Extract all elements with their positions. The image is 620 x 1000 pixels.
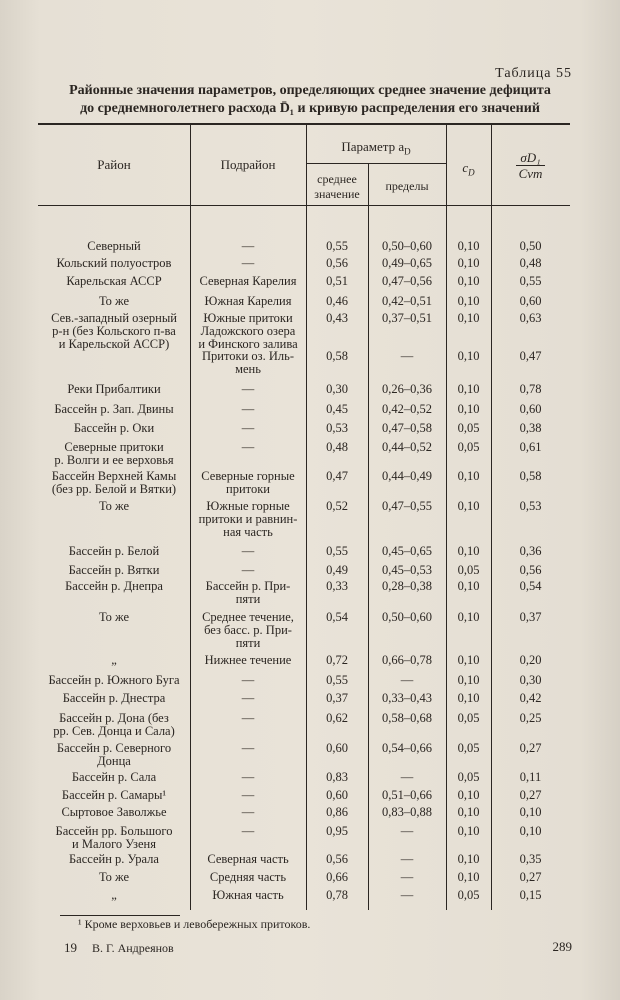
cell-cd: 0,10 <box>457 239 480 253</box>
cell-cd: 0,10 <box>457 274 480 288</box>
cell-rayon <box>38 806 190 819</box>
cell-line: Бассейн р. Днестра <box>62 691 166 705</box>
cell-cd: 0,05 <box>457 711 480 725</box>
cell-line: Кольский полуостров <box>56 256 172 270</box>
cell-podrayon <box>190 383 306 396</box>
cell-cd: 0,10 <box>457 852 480 866</box>
cell-ratio: 0,60 <box>519 294 542 308</box>
cell-line: Бассейн рр. Большого <box>55 824 173 838</box>
cell-ratio: 0,78 <box>519 382 542 396</box>
header-cd-sub: D <box>468 167 475 178</box>
cell-line: „ <box>111 888 117 902</box>
cell-line: Бассейн р. Дона (без <box>59 711 169 725</box>
cell-range: 0,47–0,55 <box>382 499 432 513</box>
cell-line: — <box>241 741 255 755</box>
cell-mean: 0,51 <box>326 274 348 288</box>
cell-mean: 0,55 <box>326 239 348 253</box>
cell-mean: 0,78 <box>326 888 348 902</box>
cell-line: Карельская АССР <box>66 274 162 288</box>
header-parameter <box>306 139 446 160</box>
cell-cd: 0,10 <box>457 805 480 819</box>
cell-mean: 0,54 <box>326 610 348 624</box>
cell-cd: 0,10 <box>457 870 480 884</box>
cell-podrayon <box>190 654 306 667</box>
cell-line: мень <box>235 362 261 376</box>
cell-line: и Карельской АССР) <box>58 337 170 351</box>
cell-mean: 0,62 <box>326 711 348 725</box>
cell-rayon <box>38 564 190 577</box>
cell-cd: 0,10 <box>457 691 480 705</box>
cell-line: — <box>241 770 255 784</box>
cell-rayon <box>38 712 190 738</box>
cell-podrayon <box>190 871 306 884</box>
cell-line: То же <box>98 499 130 513</box>
cell-ratio: 0,47 <box>519 349 542 363</box>
cell-line: (без рр. Белой и Вятки) <box>51 482 177 496</box>
cell-line: Бассейн р. Южного Буга <box>48 673 180 687</box>
cell-line: Притоки оз. Иль- <box>202 349 294 363</box>
cell-line: — <box>241 382 255 396</box>
cell-line: пяти <box>235 592 261 606</box>
caption-line-1: Районные значения параметров, определяющих среднее значение дефицита <box>69 83 551 98</box>
cell-range: 0,83–0,88 <box>382 805 432 819</box>
cell-ratio: 0,58 <box>519 469 542 483</box>
cell-cd: 0,10 <box>457 653 480 667</box>
cell-cd: 0,10 <box>457 294 480 308</box>
cell-ratio: 0,20 <box>519 653 542 667</box>
header-srednee <box>306 172 368 202</box>
cell-cd: 0,10 <box>457 610 480 624</box>
cell-ratio: 0,25 <box>519 711 542 725</box>
cell-line: Бассейн р. Зап. Двины <box>54 402 174 416</box>
cell-rayon <box>38 257 190 270</box>
cell-ratio: 0,10 <box>519 805 542 819</box>
cell-rayon <box>38 742 190 768</box>
cell-podrayon <box>190 500 306 539</box>
cell-ratio: 0,53 <box>519 499 542 513</box>
cell-rayon <box>38 692 190 705</box>
cell-podrayon <box>190 674 306 687</box>
footer-signature <box>64 940 174 956</box>
cell-range: 0,47–0,58 <box>382 421 432 435</box>
header-rayon: Район <box>97 157 131 172</box>
cell-mean: 0,55 <box>326 544 348 558</box>
cell-mean: 0,53 <box>326 421 348 435</box>
cell-line: притоки <box>226 482 270 496</box>
cell-range: 0,26–0,36 <box>382 382 432 396</box>
cell-line: Северная часть <box>207 852 289 866</box>
cell-ratio: 0,36 <box>519 544 542 558</box>
cell-line: Бассейн р. Днепра <box>65 579 163 593</box>
cell-mean: 0,46 <box>326 294 348 308</box>
cell-range: 0,42–0,52 <box>382 402 432 416</box>
cell-ratio: 0,54 <box>519 579 542 593</box>
cell-cd: 0,10 <box>457 311 480 325</box>
cell-range: 0,45–0,65 <box>382 544 432 558</box>
caption-line-2: до среднемноголетнего расхода D̄₁ и кривую распределения его значений <box>80 101 540 116</box>
cell-line: — <box>241 824 255 838</box>
footer-author: В. Г. Андреянов <box>92 941 174 955</box>
cell-rayon <box>38 545 190 558</box>
cell-rayon <box>38 295 190 308</box>
cell-rayon <box>38 889 190 902</box>
cell-range: 0,66–0,78 <box>382 653 432 667</box>
cell-line: „ <box>111 653 117 667</box>
cell-range: — <box>400 349 414 363</box>
cell-line: — <box>241 691 255 705</box>
cell-mean: 0,49 <box>326 563 348 577</box>
cell-line: р-н (без Кольского п-ва <box>52 324 176 338</box>
cell-podrayon <box>190 545 306 558</box>
cell-rayon <box>38 470 190 496</box>
cell-line: — <box>241 788 255 802</box>
cell-rayon <box>38 403 190 416</box>
cell-line: Южные притоки <box>203 311 293 325</box>
cell-podrayon <box>190 611 306 650</box>
cell-podrayon <box>190 403 306 416</box>
cell-line: Сыртовое Заволжье <box>61 805 167 819</box>
cell-mean: 0,60 <box>326 788 348 802</box>
cell-line: пяти <box>235 636 261 650</box>
cell-line: Среднее течение, <box>202 610 294 624</box>
page-number: 289 <box>552 939 572 954</box>
cell-line: — <box>241 711 255 725</box>
cell-line: Южная часть <box>212 888 284 902</box>
cell-cd: 0,10 <box>457 579 480 593</box>
cell-line: — <box>241 563 255 577</box>
cell-ratio: 0,10 <box>519 824 542 838</box>
cell-line: — <box>241 402 255 416</box>
cell-line: — <box>241 256 255 270</box>
cell-cd: 0,10 <box>457 349 480 363</box>
cell-podrayon <box>190 422 306 435</box>
cell-podrayon <box>190 789 306 802</box>
header-sigma-numerator: σD₁ <box>516 150 544 166</box>
cell-line: и Финского залива <box>198 337 298 351</box>
cell-ratio: 0,60 <box>519 402 542 416</box>
cell-mean: 0,30 <box>326 382 348 396</box>
header-cd-label: c <box>462 160 469 175</box>
cell-cd: 0,10 <box>457 544 480 558</box>
cell-cd: 0,05 <box>457 770 480 784</box>
cell-cd: 0,10 <box>457 402 480 416</box>
cell-line: — <box>241 673 255 687</box>
cell-rayon <box>38 383 190 396</box>
cell-line: р. Волги и ее верховья <box>54 453 174 467</box>
footer-number: 19 <box>64 940 77 955</box>
cell-podrayon <box>190 312 306 351</box>
header-parameter-sub: D <box>404 146 411 157</box>
cell-cd: 0,05 <box>457 741 480 755</box>
cell-mean: 0,86 <box>326 805 348 819</box>
cell-line: Бассейн Верхней Камы <box>51 469 177 483</box>
cell-line: Реки Прибалтики <box>67 382 161 396</box>
cell-line: Северные притоки <box>64 440 164 454</box>
cell-mean: 0,95 <box>326 824 348 838</box>
cell-mean: 0,47 <box>326 469 348 483</box>
cell-range: 0,50–0,60 <box>382 239 432 253</box>
cell-rayon <box>38 422 190 435</box>
cell-range: — <box>400 673 414 687</box>
cell-range: 0,37–0,51 <box>382 311 432 325</box>
cell-line: Бассейн р. Вятки <box>68 563 160 577</box>
cell-line: Донца <box>97 754 131 768</box>
cell-cd: 0,10 <box>457 824 480 838</box>
cell-rayon <box>38 240 190 253</box>
cell-cd: 0,05 <box>457 563 480 577</box>
footnote-rule <box>60 915 180 916</box>
cell-ratio: 0,50 <box>519 239 542 253</box>
cell-line: без басс. р. При- <box>204 623 292 637</box>
table-caption <box>40 82 580 118</box>
header-cd <box>446 160 491 181</box>
cell-range: 0,33–0,43 <box>382 691 432 705</box>
cell-mean: 0,83 <box>326 770 348 784</box>
cell-ratio: 0,27 <box>519 741 542 755</box>
cell-range: 0,42–0,51 <box>382 294 432 308</box>
cell-mean: 0,55 <box>326 673 348 687</box>
cell-line: Северные горные <box>201 469 295 483</box>
cell-podrayon <box>190 806 306 819</box>
cell-ratio: 0,48 <box>519 256 542 270</box>
header-srednee-line-1: среднее <box>317 172 357 186</box>
cell-ratio: 0,11 <box>519 770 542 784</box>
cell-line: Ладожского озера <box>200 324 296 338</box>
cell-cd: 0,10 <box>457 673 480 687</box>
table-number: Таблица 55 <box>495 66 572 81</box>
cell-ratio: 0,61 <box>519 440 542 454</box>
cell-podrayon <box>190 240 306 253</box>
cell-mean: 0,43 <box>326 311 348 325</box>
cell-line: Бассейн р. Урала <box>69 852 159 866</box>
cell-range: — <box>400 824 414 838</box>
cell-podrayon <box>190 853 306 866</box>
cell-line: притоки и равнин- <box>198 512 298 526</box>
cell-line: — <box>241 239 255 253</box>
cell-cd: 0,10 <box>457 499 480 513</box>
cell-line: То же <box>98 294 130 308</box>
cell-line: То же <box>98 870 130 884</box>
cell-range: 0,54–0,66 <box>382 741 432 755</box>
header-predely: пределы <box>385 179 429 193</box>
cell-line: Сев.-западный озерный <box>51 311 177 325</box>
cell-line: и Малого Узеня <box>72 837 156 851</box>
cell-ratio: 0,56 <box>519 563 542 577</box>
cell-podrayon <box>190 889 306 902</box>
cell-rayon <box>38 654 190 667</box>
header-srednee-line-2: значение <box>314 187 360 201</box>
cell-rayon <box>38 789 190 802</box>
cell-rayon <box>38 853 190 866</box>
cell-line: Бассейн р. Самары¹ <box>61 788 167 802</box>
cell-podrayon <box>190 257 306 270</box>
cell-podrayon <box>190 825 306 838</box>
header-podrayon: Подрайон <box>220 157 276 172</box>
cell-line: Южная Карелия <box>204 294 292 308</box>
cell-rayon <box>38 441 190 467</box>
cell-ratio: 0,42 <box>519 691 542 705</box>
cell-line: Средняя часть <box>209 870 287 884</box>
cell-range: 0,49–0,65 <box>382 256 432 270</box>
cell-rayon <box>38 312 190 351</box>
cell-line: Бассейн р. Северного <box>56 741 172 755</box>
cell-mean: 0,60 <box>326 741 348 755</box>
cell-mean: 0,72 <box>326 653 348 667</box>
cell-rayon <box>38 275 190 288</box>
cell-range: — <box>400 888 414 902</box>
cell-ratio: 0,15 <box>519 888 542 902</box>
cell-rayon <box>38 611 190 624</box>
cell-line: Нижнее течение <box>204 653 292 667</box>
cell-line: Бассейн р. При- <box>205 579 291 593</box>
cell-ratio: 0,63 <box>519 311 542 325</box>
param-subheader-rule <box>306 163 446 164</box>
cell-ratio: 0,35 <box>519 852 542 866</box>
cell-range: — <box>400 870 414 884</box>
cell-podrayon <box>190 771 306 784</box>
header-sigma-ratio <box>491 150 570 181</box>
cell-ratio: 0,37 <box>519 610 542 624</box>
cell-mean: 0,66 <box>326 870 348 884</box>
cell-line: То же <box>98 610 130 624</box>
cell-line: Южные горные <box>206 499 290 513</box>
cell-podrayon <box>190 742 306 755</box>
cell-cd: 0,05 <box>457 421 480 435</box>
cell-line: — <box>241 544 255 558</box>
cell-podrayon <box>190 712 306 725</box>
cell-line: рр. Сев. Донца и Сала) <box>53 724 175 738</box>
cell-line: Бассейн р. Сала <box>71 770 157 784</box>
cell-cd: 0,05 <box>457 440 480 454</box>
cell-mean: 0,58 <box>326 349 348 363</box>
cell-line: — <box>241 421 255 435</box>
cell-range: 0,47–0,56 <box>382 274 432 288</box>
cell-rayon <box>38 771 190 784</box>
cell-range: 0,44–0,49 <box>382 469 432 483</box>
cell-line: Северная Карелия <box>199 274 297 288</box>
cell-line: Бассейн р. Белой <box>68 544 160 558</box>
cell-ratio: 0,27 <box>519 788 542 802</box>
cell-podrayon <box>190 692 306 705</box>
cell-range: 0,51–0,66 <box>382 788 432 802</box>
cell-rayon <box>38 825 190 851</box>
cell-ratio: 0,38 <box>519 421 542 435</box>
cell-rayon <box>38 580 190 593</box>
cell-range: — <box>400 770 414 784</box>
footnote: ¹ Кроме верховьев и левобережных притоков. <box>78 917 311 931</box>
cell-podrayon <box>190 441 306 454</box>
cell-mean: 0,56 <box>326 852 348 866</box>
cell-range: 0,58–0,68 <box>382 711 432 725</box>
cell-ratio: 0,30 <box>519 673 542 687</box>
cell-mean: 0,56 <box>326 256 348 270</box>
cell-cd: 0,10 <box>457 256 480 270</box>
cell-mean: 0,37 <box>326 691 348 705</box>
cell-range: 0,28–0,38 <box>382 579 432 593</box>
header-sigma-denominator: Cvm <box>518 166 543 181</box>
cell-rayon <box>38 871 190 884</box>
cell-range: 0,50–0,60 <box>382 610 432 624</box>
cell-podrayon <box>190 470 306 496</box>
cell-cd: 0,10 <box>457 788 480 802</box>
header-parameter-label: Параметр a <box>341 139 405 154</box>
cell-line: ная часть <box>223 525 273 539</box>
cell-mean: 0,48 <box>326 440 348 454</box>
cell-mean: 0,52 <box>326 499 348 513</box>
cell-cd: 0,05 <box>457 888 480 902</box>
cell-range: 0,45–0,53 <box>382 563 432 577</box>
cell-rayon <box>38 674 190 687</box>
cell-line: Северный <box>87 239 141 253</box>
cell-range: — <box>400 852 414 866</box>
cell-ratio: 0,55 <box>519 274 542 288</box>
cell-ratio: 0,27 <box>519 870 542 884</box>
cell-cd: 0,10 <box>457 469 480 483</box>
cell-line: Бассейн р. Оки <box>73 421 155 435</box>
cell-podrayon <box>190 275 306 288</box>
cell-mean: 0,33 <box>326 579 348 593</box>
cell-mean: 0,45 <box>326 402 348 416</box>
cell-podrayon <box>190 350 306 376</box>
cell-cd: 0,10 <box>457 382 480 396</box>
cell-rayon <box>38 500 190 513</box>
cell-podrayon <box>190 564 306 577</box>
cell-podrayon <box>190 580 306 606</box>
cell-range: 0,44–0,52 <box>382 440 432 454</box>
cell-podrayon <box>190 295 306 308</box>
cell-line: — <box>241 440 255 454</box>
cell-line: — <box>241 805 255 819</box>
